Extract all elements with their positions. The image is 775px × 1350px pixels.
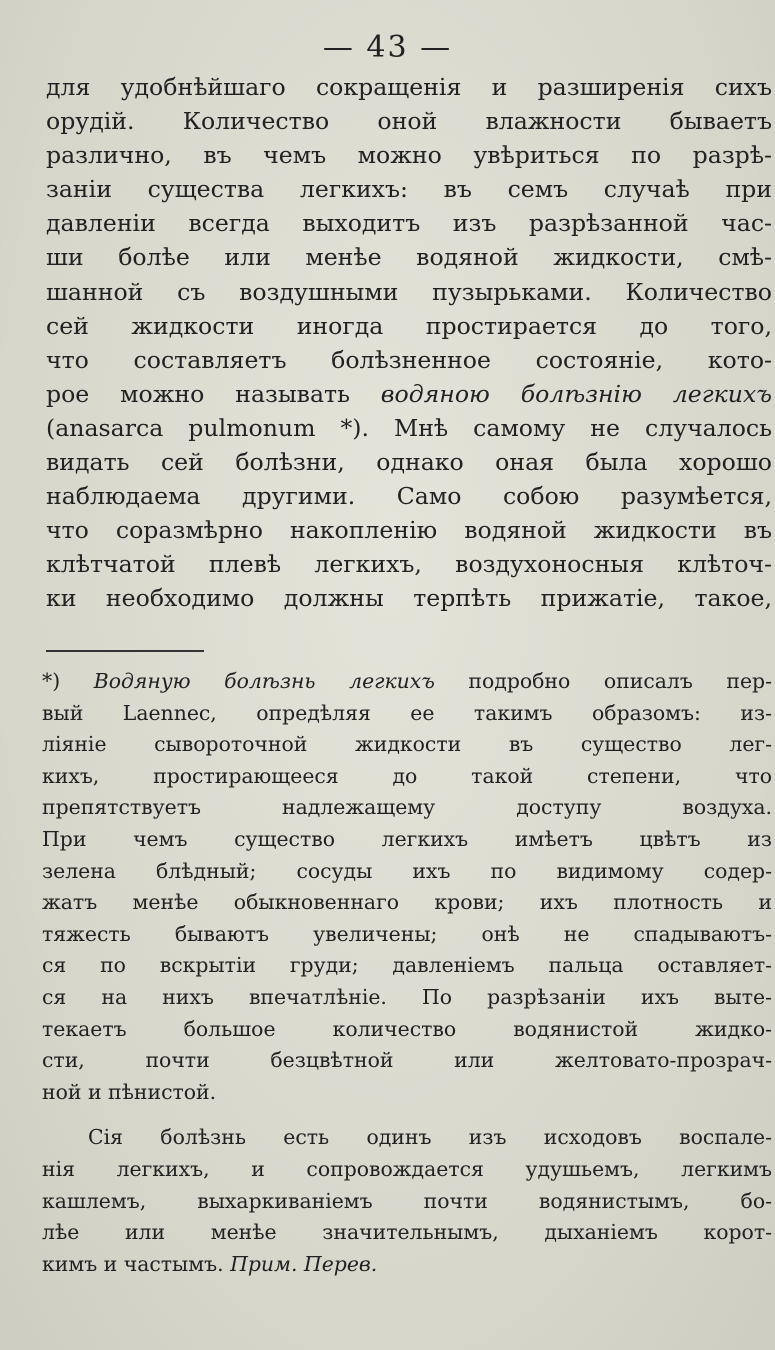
text-run: заніи существа легкихъ: въ семъ случаѣ при [46, 175, 772, 204]
footnote-line [42, 698, 772, 730]
text-run: рое можно называть [46, 379, 381, 408]
text-line [46, 104, 772, 138]
main-text [46, 70, 772, 616]
footnote-line [42, 792, 772, 824]
footnote-line [42, 856, 772, 888]
text-run: видать сей болѣзни, однако оная была хорошо [46, 448, 772, 477]
text-line [46, 547, 772, 581]
text-run: кимъ и частымъ. [42, 1251, 231, 1276]
footnote-line [42, 1186, 772, 1218]
text-run: текаетъ большое количество водянистой жидко- [42, 1016, 772, 1041]
text-run: ліяніе сывороточной жидкости въ существо лег- [42, 732, 772, 757]
footnote-line [42, 1077, 772, 1109]
text-run: ной и пѣнистой. [42, 1079, 217, 1104]
text-run: зелена блѣдный; сосуды ихъ по видимому содер- [42, 858, 772, 883]
text-run: давленіи всегда выходитъ изъ разрѣзанной час- [46, 209, 772, 238]
text-line [46, 240, 772, 274]
text-run: клѣтчатой плевѣ легкихъ, воздухоносныя клѣточ- [46, 550, 772, 579]
text-line [46, 513, 772, 547]
text-run: кихъ, простирающееся до такой степени, что [42, 763, 772, 788]
footnote-line [42, 1154, 772, 1186]
footnote-line [42, 919, 772, 951]
text-run: наблюдаема другими. Само собою разумѣется, [46, 482, 772, 511]
footnote-line [42, 824, 772, 856]
text-run: шанной съ воздушными пузырьками. Количество [46, 277, 772, 306]
text-run: ся на нихъ впечатлѣніе. По разрѣзаніи ихъ выте- [42, 984, 772, 1009]
italic-term: водяною болѣзнію легкихъ [380, 379, 772, 408]
text-run: препятствуетъ надлежащему доступу воздуха. [42, 795, 772, 820]
footnote-line [42, 1249, 772, 1281]
footnote-line [42, 1045, 772, 1077]
paragraph-gap [42, 1108, 772, 1122]
text-line [46, 581, 772, 615]
text-run: жатъ менѣе обыкновеннаго крови; ихъ плотность и [42, 890, 772, 915]
italic-term: Водяную болѣзнь легкихъ [93, 669, 435, 693]
footnote-line [42, 982, 772, 1014]
footnote-line [42, 666, 772, 698]
text-run: нія легкихъ, и сопровождается удушьемъ, легкимъ [42, 1156, 772, 1181]
text-run: различно, въ чемъ можно увѣриться по разрѣ- [46, 141, 772, 170]
footnote-line [42, 761, 772, 793]
footnote-line [42, 950, 772, 982]
text-line [46, 479, 772, 513]
text-run: для удобнѣйшаго сокращенія и разширенія сихъ [46, 73, 772, 101]
text-line [46, 343, 772, 377]
text-run: подробно описалъ пер- [434, 669, 772, 693]
translator-note: Прим. Перев. [230, 1251, 378, 1276]
footnote-line [42, 1014, 772, 1046]
text-run: сти, почти безцвѣтной или желтовато-прозрач- [42, 1048, 772, 1073]
footnote-line [42, 1122, 772, 1154]
text-run: При чемъ существо легкихъ имѣетъ цвѣтъ из [42, 826, 772, 851]
footnote-divider [46, 650, 204, 652]
text-run: сей жидкости иногда простирается до того, [46, 311, 772, 340]
text-line [46, 411, 772, 445]
text-run: Сія болѣзнь есть одинъ изъ исходовъ воспале- [88, 1125, 772, 1150]
text-line [46, 206, 772, 240]
text-run: тяжесть бываютъ увеличены; онѣ не спадываютъ- [42, 921, 772, 946]
text-run: что составляетъ болѣзненное состояніе, кото- [46, 345, 772, 374]
text-run: орудій. Количество оной влажности бываетъ [46, 107, 772, 136]
footnote [42, 666, 772, 1280]
text-run: ся по вскрытіи груди; давленіемъ пальца оставляет- [42, 953, 772, 978]
text-run: вый Laennec, опредѣляя ее такимъ образомъ: из- [42, 700, 772, 725]
text-line [46, 275, 772, 309]
text-run: ши болѣе или менѣе водяной жидкости, смѣ- [46, 243, 772, 272]
text-line [46, 309, 772, 343]
text-run: что соразмѣрно накопленію водяной жидкости въ [46, 516, 772, 545]
footnote-line [42, 1217, 772, 1249]
text-line [46, 445, 772, 479]
footnote-line [42, 729, 772, 761]
footnote-line [42, 887, 772, 919]
text-run: кашлемъ, выхаркиваніемъ почти водянистымъ, бо- [42, 1188, 772, 1213]
text-line [46, 377, 772, 411]
text-run: ки необходимо должны терпѣть прижатіе, такое, [46, 584, 772, 613]
text-run: (anasarca pulmonum *). Мнѣ самому не случалось [46, 413, 772, 442]
text-line [46, 138, 772, 172]
page-number: — 43 — [322, 30, 453, 65]
text-run: лѣе или менѣе значительнымъ, дыханіемъ корот- [42, 1220, 772, 1245]
text-line [46, 70, 772, 104]
footnote-marker: *) [42, 669, 94, 693]
text-line [46, 172, 772, 206]
